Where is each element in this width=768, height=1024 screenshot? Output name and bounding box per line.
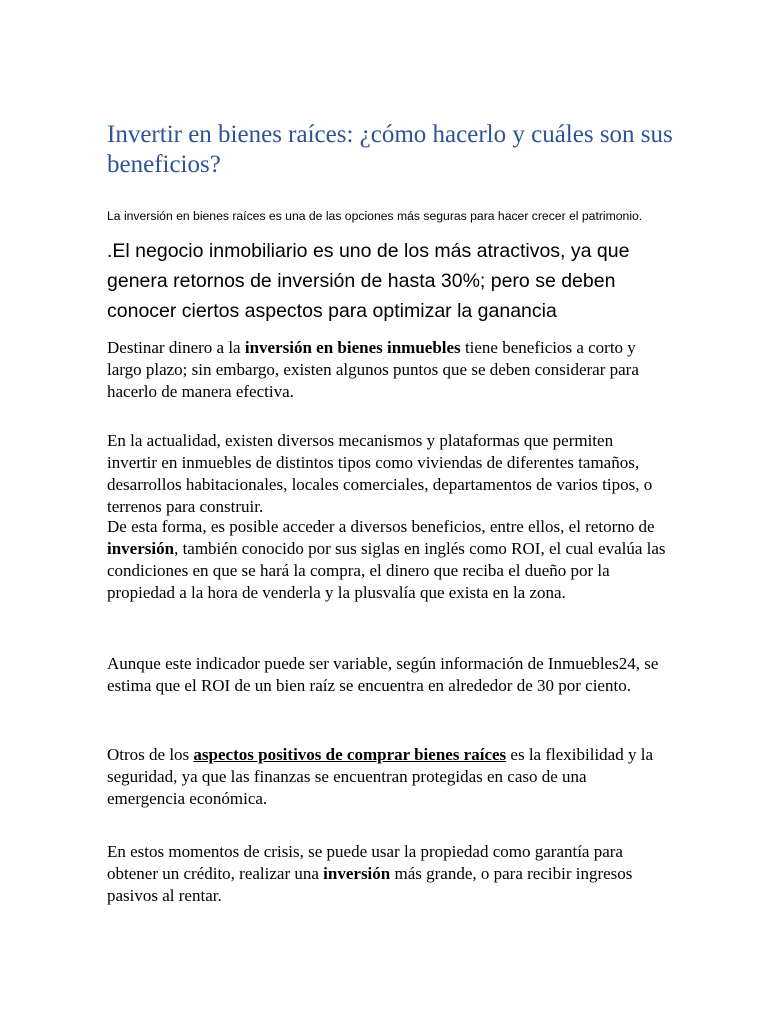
paragraph-6-bold: inversión [323,864,391,883]
paragraph-3 [107,516,667,604]
paragraph-6-text-c: más grande, o para recibir ingresos pasivos al rentar. [107,864,633,905]
paragraph-4 [107,653,667,697]
paragraph-6-text-a: En estos momentos de crisis, se puede usar la propiedad como garantía para obtener un crédito, realizar una [107,842,623,883]
paragraph-1 [107,337,667,403]
article-subtitle: La inversión en bienes raíces es una de las opciones más seguras para hacer crecer el patrimonio. [107,209,643,223]
paragraph-5-bold[interactable]: aspectos positivos de comprar bienes raíces [193,745,507,764]
paragraph-1-bold: inversión en bienes inmuebles [244,338,461,357]
article-lead: .El negocio inmobiliario es uno de los más atractivos, ya que genera retornos de inversión de hasta 30%; pero se deben conocer ciertos aspectos para optimizar la ganancia [107,240,630,322]
paragraph-4-text: Aunque este indicador puede ser variable, según información de Inmuebles24, se estima que el ROI de un bien raíz se encuentra en alrededor de 30 por ciento. [107,654,659,695]
paragraph-5 [107,744,667,810]
page-title: Invertir en bienes raíces: ¿cómo hacerlo y cuáles son sus beneficios? [107,121,673,178]
paragraph-3-text-a: De esta forma, es posible acceder a diversos beneficios, entre ellos, el retorno de [107,517,655,536]
paragraph-3-text-c: , también conocido por sus siglas en inglés como ROI, el cual evalúa las condiciones en que se hará la compra, el dinero que reciba el dueño por la propiedad a la hora de venderla y la plusvalía que exista en la zona. [107,539,666,602]
paragraph-2-text: En la actualidad, existen diversos mecanismos y plataformas que permiten invertir en inmuebles de distintos tipos como viviendas de diferentes tamaños, desarrollos habitacionales, locales comerciales, departamentos de varios tipos, o terrenos para construir. [107,431,653,516]
paragraph-6 [107,841,667,907]
paragraph-3-bold: inversión [107,539,175,558]
paragraph-5-text-c: es la flexibilidad y la seguridad, ya que las finanzas se encuentran protegidas en caso de una emergencia económica. [107,745,653,808]
paragraph-1-text-a: Destinar dinero a la [107,338,245,357]
paragraph-5-link[interactable] [193,745,506,764]
paragraph-2 [107,430,667,518]
paragraph-1-text-c: tiene beneficios a corto y largo plazo; sin embargo, existen algunos puntos que se deben considerar para hacerlo de manera efectiva. [107,338,639,401]
paragraph-5-text-a: Otros de los [107,745,194,764]
